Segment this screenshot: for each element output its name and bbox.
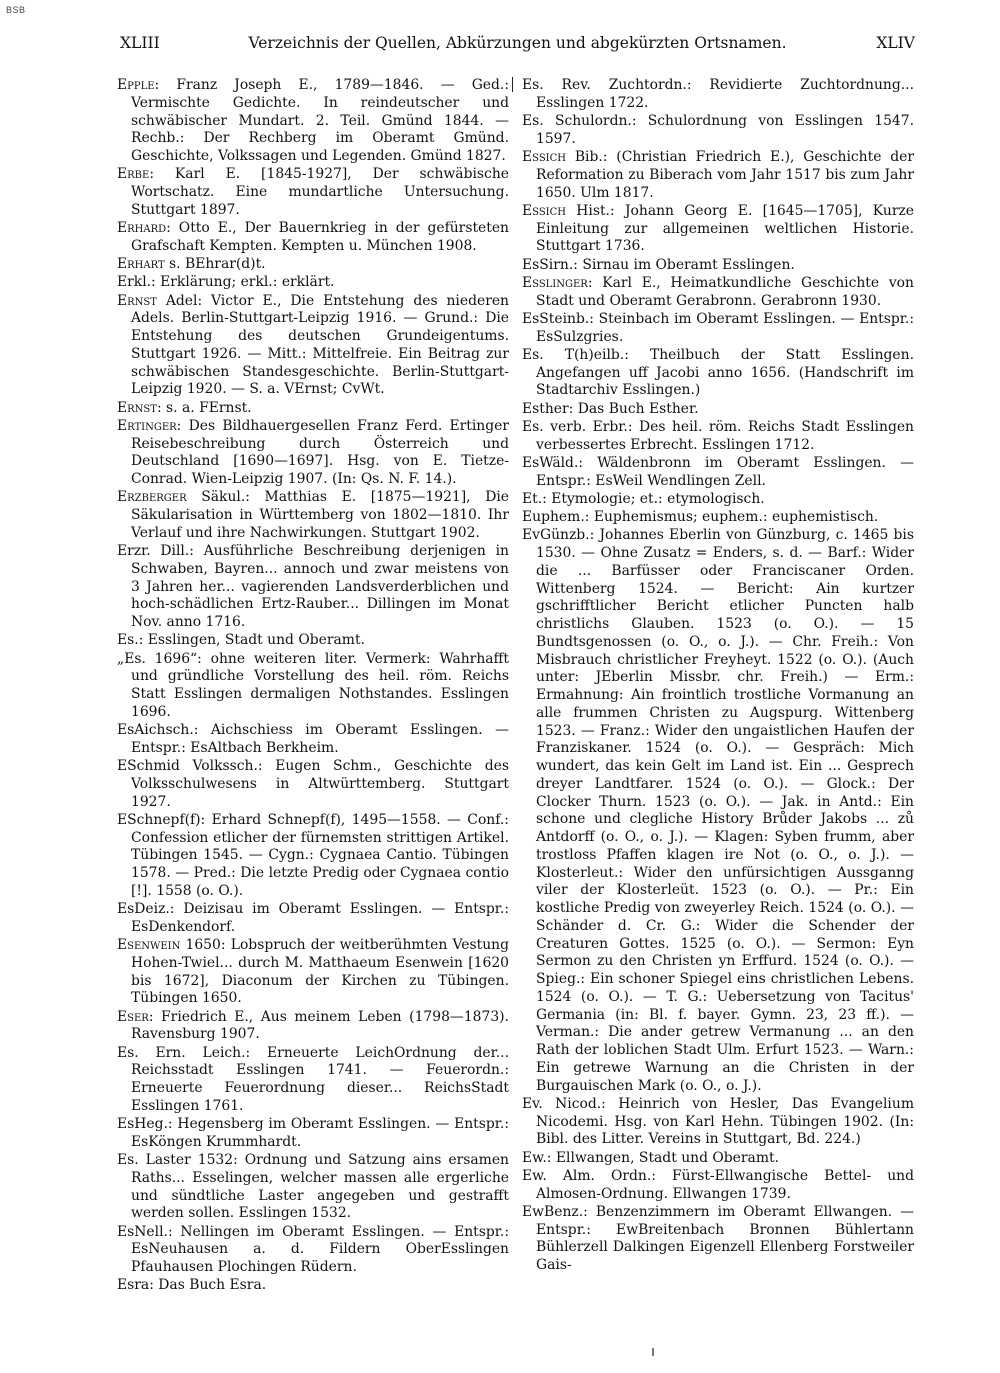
entry-text: Esther: Das Buch Esther. [522, 400, 699, 417]
entry-text: 1650: Lobspruch der weitberühmten Vestung Hohen-Twiel... durch M. Matthaeum Esenwein [1620 bis 1672], Diaconum der Kirchen zu Tübingen. Tübingen 1650. [131, 937, 509, 1007]
column-divider [512, 77, 513, 92]
index-entry [117, 1045, 509, 1116]
entry-text: EsNell.: Nellingen im Oberamt Esslingen. — Entspr.: EsNeuhausen a. d. Fildern OberEsslingen Pfauhausen Plochingen Rüdern. [117, 1223, 509, 1275]
index-entry [117, 77, 509, 166]
index-entry [117, 418, 509, 489]
entry-text: EwBenz.: Benzenzimmern im Oberamt Ellwangen. — Entspr.: EwBreitenbach Bronnen Bühlertann Bühlerzell Dalkingen Eigenzell Ellenberg Forstweiler Gais- [522, 1203, 914, 1273]
entry-text: Es. Laster 1532: Ordnung und Satzung ains ersamen Raths... Esselingen, welcher massen alle ergerliche und sündtliche Laster angegeben und gestrafft werden sollen. Esslingen 1532. [117, 1152, 509, 1222]
right-column [522, 77, 914, 1275]
index-entry [522, 455, 914, 491]
entry-text: Es.: Esslingen, Stadt und Oberamt. [117, 632, 365, 649]
index-entry [522, 419, 914, 455]
index-entry [522, 203, 914, 256]
entry-headword: Eser: [117, 1008, 154, 1025]
entry-text: EsWäld.: Wäldenbronn im Oberamt Esslingen. — Entspr.: EsWeil Wendlingen Zell. [522, 454, 914, 489]
running-title: Verzeichnis der Quellen, Abkürzungen und abgekürzten Ortsnamen. [248, 34, 787, 52]
index-entry [522, 311, 914, 347]
index-entry [522, 491, 914, 509]
index-entry [117, 293, 509, 400]
entry-text: Karl E., Heimatkundliche Geschichte von Stadt und Oberamt Gerabronn. Gerabronn 1930. [536, 274, 914, 309]
index-entry [522, 275, 914, 311]
entry-text: Friedrich E., Aus meinem Leben (1798—1873). Ravensburg 1907. [131, 1008, 509, 1043]
index-entry [117, 651, 509, 722]
entry-text: EvGünzb.: Johannes Eberlin von Günzburg, c. 1465 bis 1530. — Ohne Zusatz = Enders, s. d. — Barf.: Wider die ... Barfüsser oder Franciscaner Orden. Wittenberg 1524. — Bericht: Ain kurtzer gschrifftlicher Bericht etlicher Puncten halb christlichs Glauben. 1523 (o. O.). — 15 Bundtsgenossen (o. O., o. J.). — Chr. Freih.: Von Misbrauch christlicher Freyheyt. 1522 (o. O.). (Auch unter: JEberlin Missbr. chr. Freih.) — Erm.: Ermahnung: Ain frointlich trostliche Vormanung an alle frummen Christen zu Augspurg. Wittenberg 1523. — Franz.: Wider den ungaistlichen Haufen der Franziskaner. 1524 (o. O.). — Gespräch: Mich wundert, das kein Gelt im Land ist. Ein ... Gesprech dreyer Landtfarer. 1524 (o. O.). — Glock.: Der Clocker Thurn. 1523 (o. O.). — Jak. in Antd.: Ein schone und clegliche History Brůder Jakobs ... zů Antdorff (o. O., o. J.). — Klagen: Syben frumm, aber trostloss Pfaffen klagen ire Not (o. O., o. J.). — Klosterleut.: Wider den unfürsichtigen Aussganng viler der Klosterleüt. 1523 (o. O.). — Pr.: Ein kostliche Predig von zweyerley Reich. 1524 (o. O.). — Schänder d. Cr. G.: Wider die Schender der Creaturen Gottes. 1525 (o. O.). — Sermon: Eyn Sermon zu den Christen yn Erffurd. 1524 (o. O.). — Spieg.: Ein schoner Spiegel eins christlichen Lebens. 1524 (o. O.). — T. G.: Uebersetzung von Tacitus' Germania (in: Bl. f. bayer. Gymn. 23, 23 ff.). — Verman.: Die ander getrew Vermanung ... an den Rath der loblichen Stadt Ulm. Erfurt 1523. — Warn.: Ein getrewe Warnung an die Christen in der Burgauischen Mark (o. O., o. J.). [522, 527, 914, 1094]
index-entry [522, 1204, 914, 1275]
index-entry [522, 1096, 914, 1149]
index-entry [117, 901, 509, 937]
entry-text: Esra: Das Buch Esra. [117, 1277, 267, 1294]
entry-text: Ev. Nicod.: Heinrich von Hesler, Das Evangelium Nicodemi. Hsg. von Karl Hehn. Tübingen 1902. (In: Bibl. des Litter. Vereins in Stuttgart, Bd. 224.) [522, 1095, 914, 1148]
entry-text: Karl E. [1845-1927], Der schwäbische Wortschatz. Eine mundartliche Untersuchung. Stuttgart 1897. [131, 166, 509, 218]
entry-headword: Essich [522, 202, 566, 219]
entry-text: Et.: Etymologie; et.: etymologisch. [522, 490, 765, 507]
index-entry [117, 1152, 509, 1223]
index-entry [522, 1168, 914, 1204]
print-mark [652, 1348, 654, 1356]
index-entry [117, 489, 509, 542]
entry-headword: Erhard: [117, 220, 171, 236]
entry-text: EsHeg.: Hegensberg im Oberamt Esslingen. — Entspr.: EsKöngen Krummhardt. [117, 1116, 509, 1150]
entry-text: Euphem.: Euphemismus; euphem.: euphemistisch. [522, 509, 879, 525]
index-entry [117, 1116, 509, 1152]
index-entry [522, 113, 914, 149]
entry-headword: Ernst: [117, 399, 162, 416]
entry-headword: Erzberger [117, 489, 187, 506]
index-entry [522, 257, 914, 275]
entry-text: Des Bildhauergesellen Franz Ferd. Ertinger Reisebeschreibung durch Österreich und Deutschland [1690—1697]. Hsg. von E. Tietze-Conrad. Wien-Leipzig 1907. (In: Qs. N. F. 14.). [131, 417, 509, 487]
index-entry [117, 400, 509, 418]
index-entry [117, 632, 509, 650]
entry-text: Adel: Victor E., Die Entstehung des niederen Adels. Berlin-Stuttgart-Leipzig 1916. — Grund.: Die Entstehung des deutschen Grundeigentums. Stuttgart 1926. — Mitt.: Mittelfreie. Ein Beitrag zur schwäbischen Standesgeschichte. Berlin-Stuttgart-Leipzig 1920. — S. a. VErnst; CvWt. [131, 292, 509, 398]
entry-text: Ew.: Ellwangen, Stadt und Oberamt. [522, 1149, 779, 1166]
index-entry [522, 149, 914, 202]
entry-text: „Es. 1696“: ohne weiteren liter. Vermerk: Wahrhafft und gründliche Vorstellung des heil. röm. Reichs Statt Esslingen dermaligen Nothstandes. Esslingen 1696. [117, 650, 509, 720]
entry-text: Es. Rev. Zuchtordn.: Revidierte Zuchtordnung... Esslingen 1722. [522, 77, 914, 111]
index-entry [117, 722, 509, 758]
entry-text: EsDeiz.: Deizisau im Oberamt Esslingen. — Entspr.: EsDenkendorf. [117, 901, 509, 935]
left-column [117, 77, 509, 1295]
index-entry [522, 527, 914, 1095]
page-number-left: XLIII [120, 34, 160, 52]
index-entry [117, 812, 509, 901]
index-entry [117, 274, 509, 292]
entry-text: Erzr. Dill.: Ausführliche Beschreibung derjenigen in Schwaben, Bayren... annoch und zwar meistens von 3 Jahren her... vagierenden Landsverderblichen und hoch-schädlichen Ertz-Rauber... Dillingen im Monat Nov. anno 1716. [117, 543, 509, 630]
index-entry [117, 937, 509, 1008]
entry-text: s. BEhrar(d)t. [164, 256, 266, 272]
entry-text: EsSteinb.: Steinbach im Oberamt Esslingen. — Entspr.: EsSulzgries. [522, 310, 914, 345]
index-entry [117, 1009, 509, 1045]
entry-headword: Erbe: [117, 166, 154, 183]
entry-text: Es. Ern. Leich.: Erneuerte LeichOrdnung der... Reichsstadt Esslingen 1741. — Feuerordn.: Erneuerte Feuerordnung dieser... ReichsStadt Esslingen 1761. [117, 1044, 509, 1114]
page-number-right: XLIV [876, 34, 915, 52]
entry-text: EsAichsch.: Aichschiess im Oberamt Esslingen. — Entspr.: EsAltbach Berkheim. [117, 722, 509, 756]
index-entry [117, 1224, 509, 1277]
entry-text: Bib.: (Christian Friedrich E.), Geschichte der Reformation zu Biberach vom Jahr 1517 bis zum Jahr 1650. Ulm 1817. [536, 149, 914, 201]
index-entry [117, 220, 509, 256]
entry-headword: Esslinger: [522, 274, 593, 291]
index-entry [117, 543, 509, 632]
entry-text: ESchmid Volkssch.: Eugen Schm., Geschichte des Volksschulwesens in Altwürttemberg. Stuttgart 1927. [117, 758, 509, 810]
index-entry [522, 1150, 914, 1168]
page-header [120, 34, 915, 58]
entry-text: Es. Schulordn.: Schulordnung von Esslingen 1547. 1597. [522, 113, 914, 147]
index-entry [522, 401, 914, 419]
entry-text: ESchnepf(f): Erhard Schnepf(f), 1495—1558. — Conf.: Confession etlicher der fürnemsten strittigen Artikel. Tübingen 1545. — Cygn.: Cygnaea Cantio. Tübingen 1578. — Pred.: Die letzte Predig oder Cygnaea contio [!]. 1558 (o. O.). [117, 811, 509, 899]
entry-text: Es. T(h)eilb.: Theilbuch der Statt Esslingen. Angefangen uff Jacobi anno 1656. (Handschrift im Stadtarchiv Esslingen.) [522, 346, 914, 399]
index-entry [522, 509, 914, 527]
entry-headword: Erhart [117, 256, 165, 272]
entry-text: EsSirn.: Sirnau im Oberamt Esslingen. [522, 256, 795, 273]
index-entry [117, 256, 509, 274]
entry-text: Otto E., Der Bauernkrieg in der gefürsteten Grafschaft Kempten. Kempten u. München 1908. [131, 220, 509, 254]
entry-text: Erkl.: Erklärung; erkl.: erklärt. [117, 274, 335, 291]
entry-text: Franz Joseph E., 1789—1846. — Ged.: Vermischte Gedichte. In reindeutscher und schwäbischer Mundart. 2. Teil. Gmünd 1844. — Rechb.: Der Rechberg im Oberamt Gmünd. Geschichte, Volkssagen und Legenden. Gmünd 1827. [131, 77, 509, 164]
entry-headword: Essich [522, 149, 566, 165]
library-stamp: BSB [6, 5, 26, 15]
entry-headword: Esenwein [117, 937, 181, 953]
entry-headword: Ernst [117, 292, 157, 309]
entry-text: Säkul.: Matthias E. [1875—1921], Die Säkularisation in Württemberg von 1802—1810. Ihr Verlauf und ihre Nachwirkungen. Stuttgart 1902. [131, 489, 509, 541]
index-entry [117, 758, 509, 811]
entry-headword: Ertinger: [117, 417, 182, 434]
entry-text: s. a. FErnst. [161, 399, 252, 416]
index-entry [117, 166, 509, 219]
entry-text: Ew. Alm. Ordn.: Fürst-Ellwangische Bettel- und Almosen-Ordnung. Ellwangen 1739. [522, 1167, 914, 1202]
index-entry [522, 77, 914, 113]
index-entry [117, 1277, 509, 1295]
index-entry [522, 347, 914, 400]
entry-text: Hist.: Johann Georg E. [1645—1705], Kurze Einleitung zur allgemeinen weltlichen Historie. Stuttgart 1736. [536, 202, 914, 255]
entry-text: Es. verb. Erbr.: Des heil. röm. Reichs Stadt Esslingen verbessertes Erbrecht. Esslingen 1712. [522, 418, 914, 453]
entry-headword: Epple: [117, 77, 160, 93]
